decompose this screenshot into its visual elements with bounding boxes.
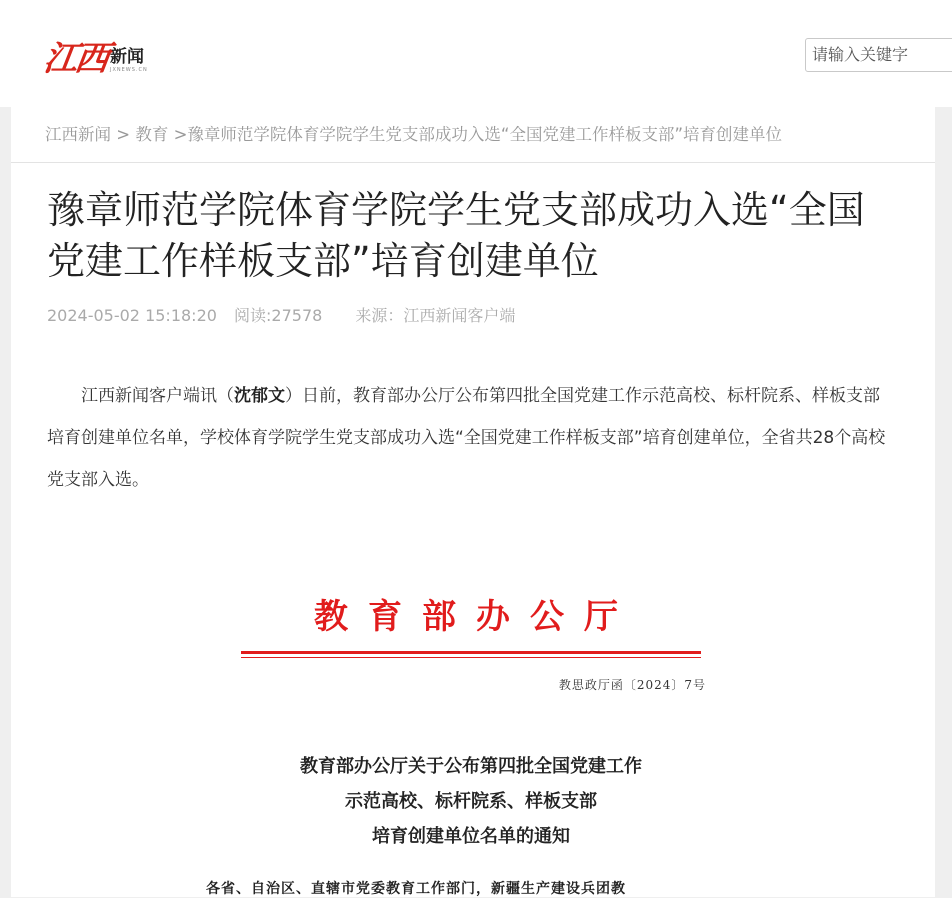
logo-domain-text: JXNEWS.CN [110,67,148,73]
document-title [236,749,706,854]
document-title-line: 示范高校、标杆院系、样板支部 [345,791,597,812]
article-title: 豫章师范学院体育学院学生党支部成功入选“全国党建工作样板支部”培育创建单位 [47,188,865,283]
document-image [206,597,706,898]
article-meta [47,305,527,327]
article-source: 来源：江西新闻客户端 [355,306,516,325]
author-name: 沈郁文 [234,386,285,406]
site-header [0,0,952,107]
logo-sub-text: 新闻 [110,47,144,67]
para-prefix: 江西新闻客户端讯（ [81,386,234,406]
document-red-rule [241,651,701,654]
document-title-line: 培育创建单位名单的通知 [372,826,570,847]
article-paragraph [47,375,891,501]
logo-main-text: 江西 [41,39,109,79]
article-container [11,107,935,897]
search-input[interactable]: 请输入关键字 [805,38,952,72]
publish-datetime: 2024-05-02 15:18:20 [47,306,217,325]
breadcrumb [45,124,782,146]
para-body: ）日前，教育部办公厅公布第四批全国党建工作示范高校、标杆院系、样板支部培育创建单位名单，学校体育学院学生党支部成功入选“全国党建工作样板支部”培育创建单位，全省共28个高校党支部入选。 [47,386,886,490]
divider [11,162,935,163]
breadcrumb-separator: > [168,125,188,144]
breadcrumb-section[interactable]: 教育 [135,125,169,144]
read-count: 阅读:27578 [234,306,323,325]
document-body-text: 各省、自治区、直辖市党委教育工作部门，新疆生产建设兵团教 [206,881,626,897]
document-heading: 教育部办公厅 [314,597,638,637]
breadcrumb-separator: > [111,125,136,144]
document-number: 教思政厅函〔2024〕7号 [558,678,706,692]
breadcrumb-current[interactable]: 豫章师范学院体育学院学生党支部成功入选“全国党建工作样板支部”培育创建单位 [187,125,783,144]
breadcrumb-home[interactable]: 江西新闻 [45,125,111,144]
document-title-line: 教育部办公厅关于公布第四批全国党建工作 [300,756,642,777]
document-red-rule-thin [241,657,701,658]
site-logo[interactable] [41,36,148,79]
